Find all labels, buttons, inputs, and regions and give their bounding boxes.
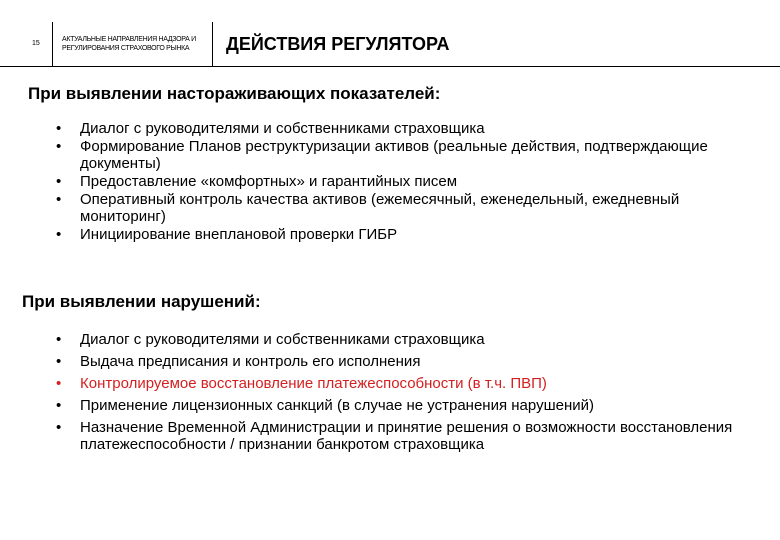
list-item: • Формирование Планов реструктуризации активов (реальные действия, подтверждающие документы) xyxy=(54,138,754,172)
slide-number: 15 xyxy=(32,40,40,47)
list-item: • Применение лицензионных санкций (в случае не устранения нарушений) xyxy=(54,397,754,414)
header-divider-left xyxy=(52,22,53,66)
section-heading-warning-signs: При выявлении настораживающих показателей: xyxy=(28,84,441,103)
header-divider-right xyxy=(212,22,213,66)
slide-header xyxy=(0,0,780,70)
list-item: • Инициирование внеплановой проверки ГИБР xyxy=(54,226,754,243)
violation-actions-list xyxy=(54,331,754,458)
list-item: • Предоставление «комфортных» и гарантийных писем xyxy=(54,173,754,190)
list-item: • Оперативный контроль качества активов (ежемесячный, еженедельный, ежедневный мониторинг) xyxy=(54,191,754,225)
list-item-highlighted: • Контролируемое восстановление платежеспособности (в т.ч. ПВП) xyxy=(54,375,754,392)
warning-actions-list xyxy=(54,120,754,244)
page-title: ДЕЙСТВИЯ РЕГУЛЯТОРА xyxy=(226,34,450,54)
list-item: • Диалог с руководителями и собственниками страховщика xyxy=(54,331,754,348)
header-subtitle: АКТУАЛЬНЫЕ НАПРАВЛЕНИЯ НАДЗОРА И РЕГУЛИРОВАНИЯ СТРАХОВОГО РЫНКА xyxy=(62,36,196,52)
list-item: • Выдача предписания и контроль его исполнения xyxy=(54,353,754,370)
list-item: • Назначение Временной Администрации и принятие решения о возможности восстановления платежеспособности / признании банкротом страховщика xyxy=(54,419,754,453)
section-heading-violations: При выявлении нарушений: xyxy=(22,292,261,311)
header-rule xyxy=(0,66,780,67)
list-item: • Диалог с руководителями и собственниками страховщика xyxy=(54,120,754,137)
